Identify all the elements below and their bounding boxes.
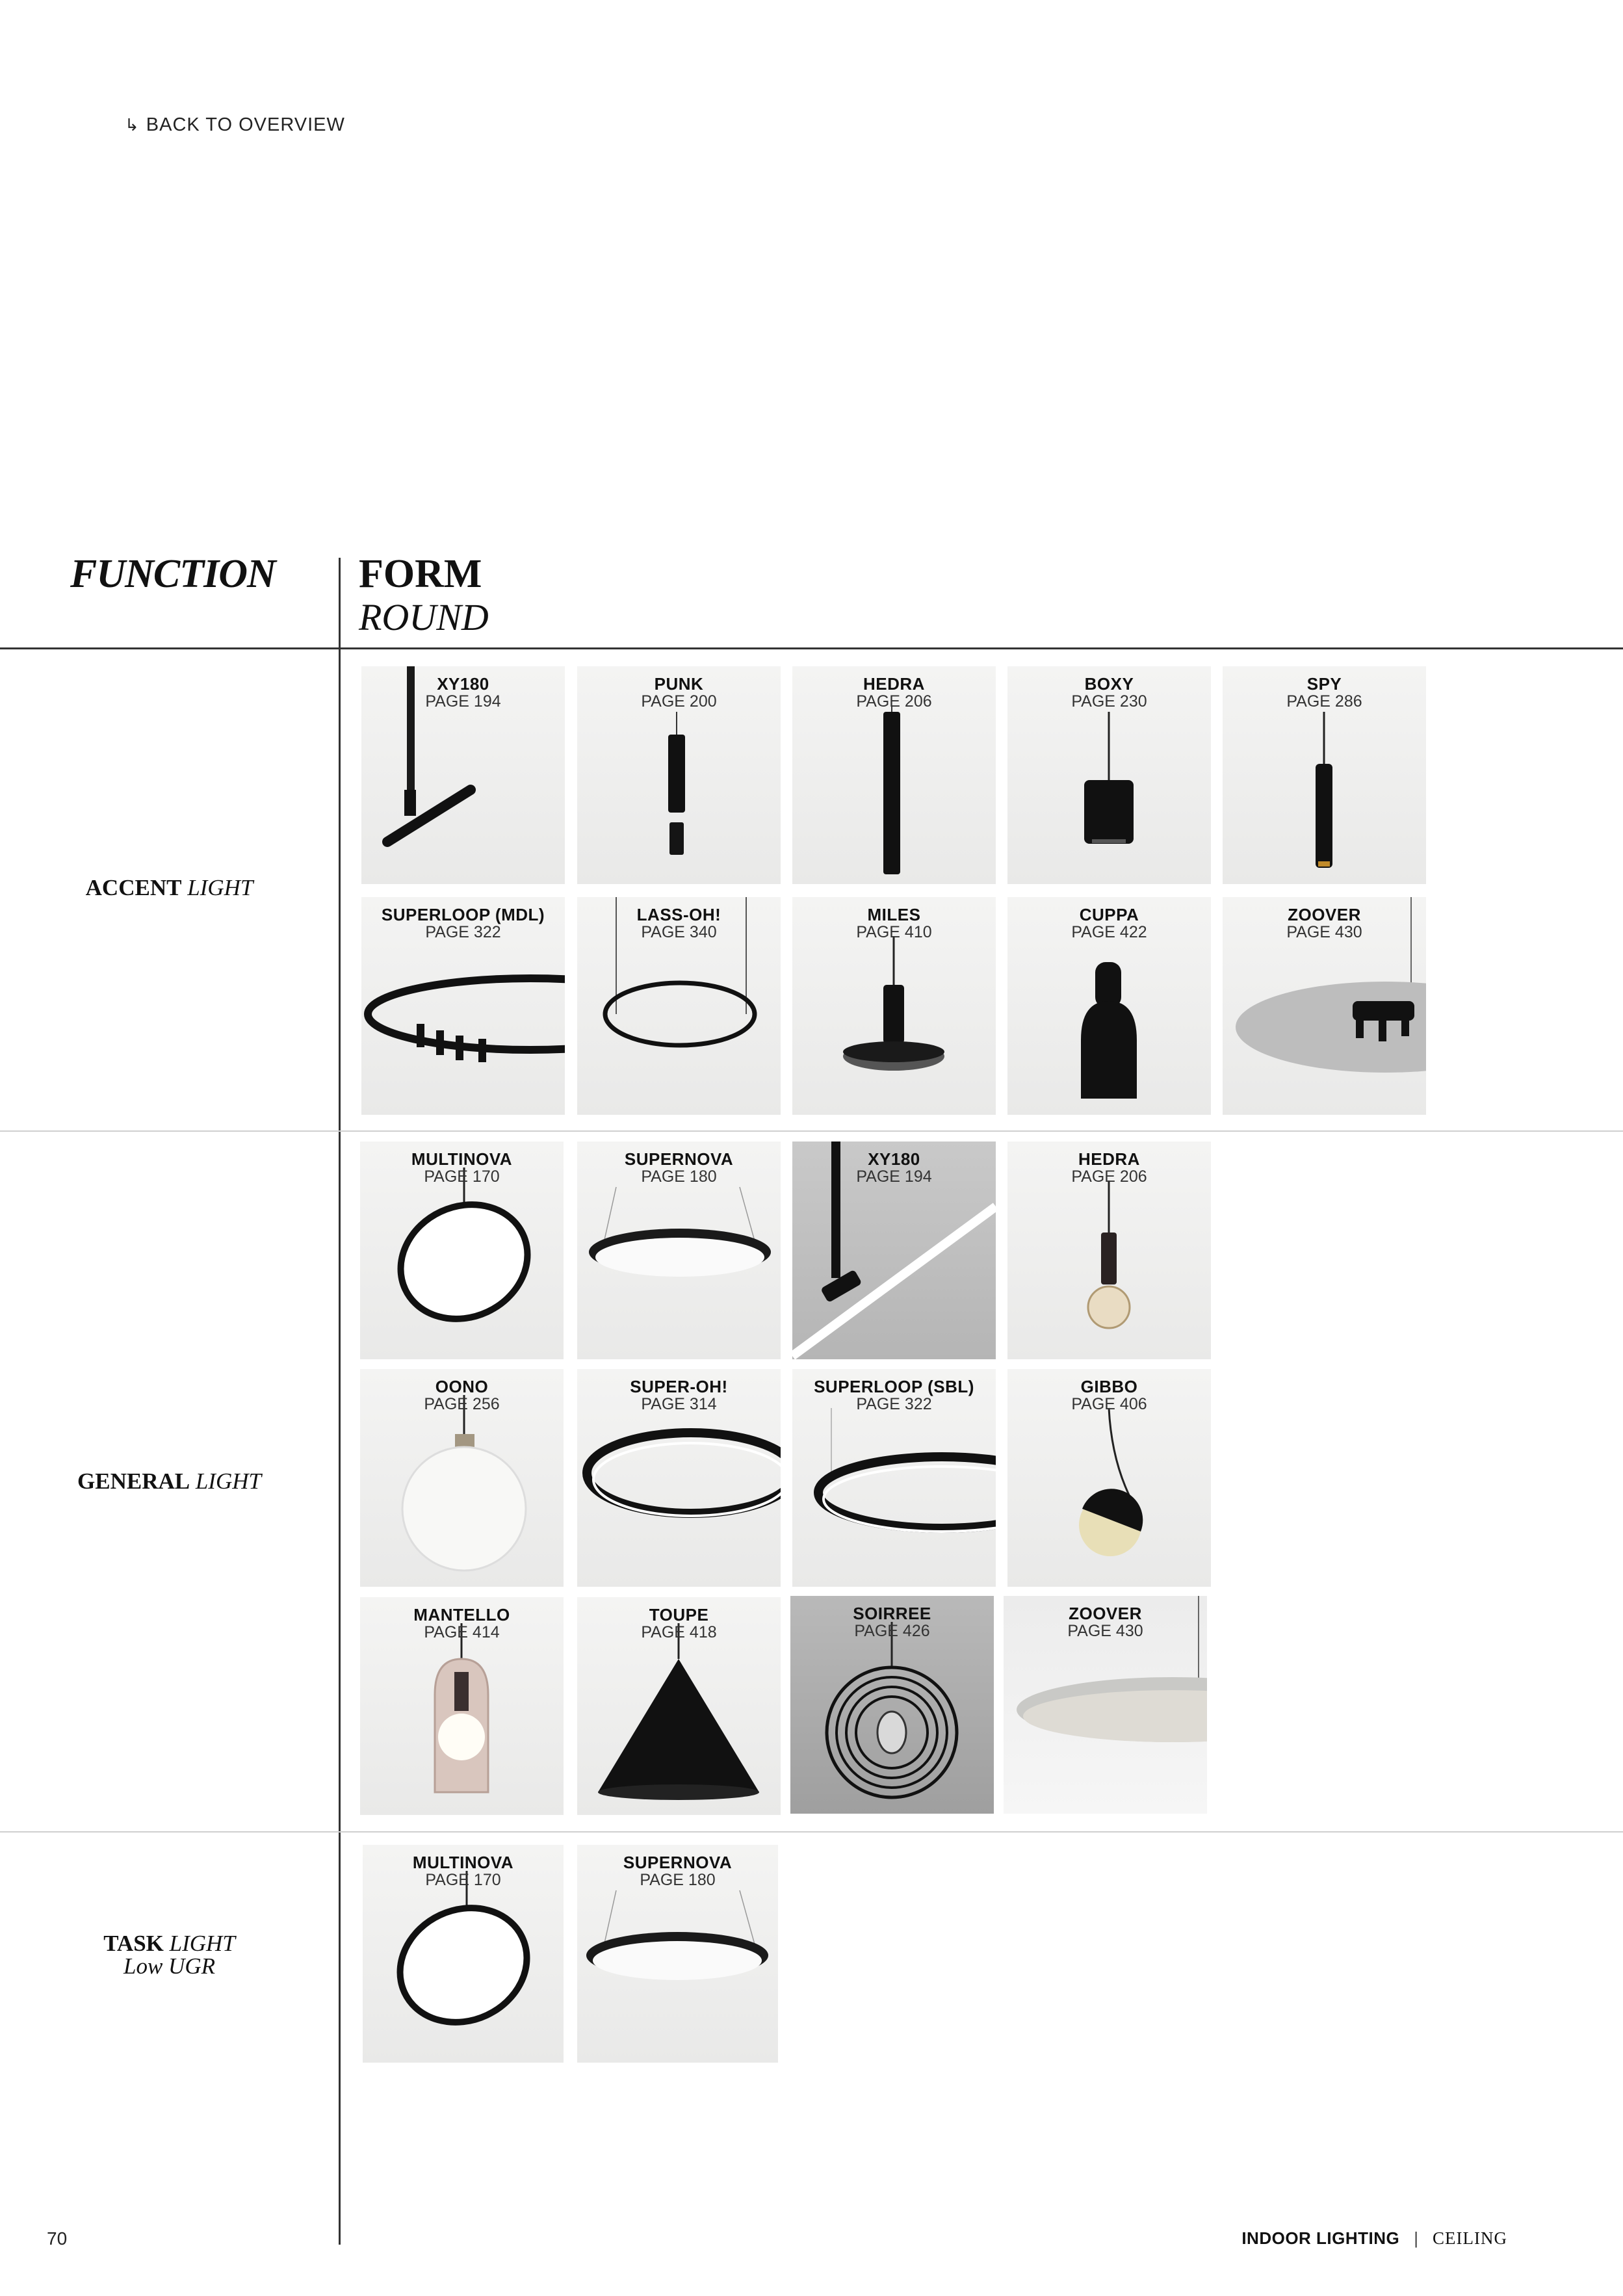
product-card-mantello[interactable]	[360, 1597, 564, 1815]
accent-light-label	[0, 876, 339, 899]
product-name: MULTINOVA	[412, 1853, 514, 1872]
product-name: SUPERLOOP (SBL)	[814, 1377, 974, 1396]
product-card-xy180-general[interactable]	[792, 1141, 996, 1359]
product-page: PAGE 200	[641, 692, 717, 711]
product-name: PUNK	[654, 674, 704, 694]
product-page: PAGE 430	[1067, 1622, 1143, 1640]
product-page: PAGE 170	[425, 1871, 501, 1889]
product-card-multinova-task[interactable]	[363, 1845, 564, 2063]
header-divider	[0, 647, 1623, 649]
product-page: PAGE 426	[854, 1622, 930, 1640]
general-label-light: LIGHT	[195, 1468, 261, 1494]
product-card-gibbo[interactable]	[1007, 1369, 1211, 1587]
task-light-label	[0, 1932, 339, 1977]
product-page: PAGE 314	[641, 1395, 717, 1413]
product-name: TOUPE	[649, 1605, 709, 1624]
product-page: PAGE 206	[856, 692, 932, 711]
product-card-superloop-sbl[interactable]	[792, 1369, 996, 1587]
product-name: ZOOVER	[1069, 1604, 1142, 1623]
footer-section	[1241, 2228, 1507, 2249]
product-name: HEDRA	[1078, 1149, 1140, 1169]
product-name: MULTINOVA	[411, 1149, 513, 1169]
product-card-hedra[interactable]	[792, 666, 996, 884]
page-number: 70	[47, 2228, 68, 2249]
product-name: SUPERNOVA	[623, 1853, 733, 1872]
product-name: BOXY	[1084, 674, 1134, 694]
product-name: CUPPA	[1079, 905, 1139, 924]
product-page: PAGE 170	[424, 1168, 500, 1186]
product-card-oono[interactable]	[360, 1369, 564, 1587]
product-name: SOIRREE	[853, 1604, 931, 1623]
product-card-boxy[interactable]	[1007, 666, 1211, 884]
product-name: SUPERNOVA	[624, 1149, 734, 1169]
row-divider-2	[0, 1831, 1623, 1833]
product-card-multinova[interactable]	[360, 1141, 564, 1359]
product-card-zoover-general[interactable]	[1004, 1596, 1207, 1814]
product-name: SPY	[1306, 674, 1342, 694]
product-name: MILES	[867, 905, 921, 924]
accent-label-light: LIGHT	[187, 875, 253, 900]
footer-section-label: INDOOR LIGHTING	[1241, 2228, 1400, 2248]
product-name: GIBBO	[1080, 1377, 1138, 1396]
product-page: PAGE 230	[1071, 692, 1147, 711]
product-page: PAGE 180	[641, 1168, 717, 1186]
product-card-cuppa[interactable]	[1007, 897, 1211, 1115]
general-light-label	[0, 1470, 339, 1493]
column-divider	[339, 558, 341, 2245]
form-subheading: ROUND	[359, 596, 489, 638]
product-name: SUPERLOOP (MDL)	[381, 905, 545, 924]
product-card-spy[interactable]	[1223, 666, 1426, 884]
product-card-supernova[interactable]	[577, 1141, 781, 1359]
product-name: XY180	[868, 1149, 920, 1169]
footer-separator: |	[1414, 2228, 1419, 2248]
task-label-sub: Low UGR	[123, 1953, 215, 1979]
product-name: HEDRA	[863, 674, 925, 694]
product-page: PAGE 256	[424, 1395, 500, 1413]
product-card-miles[interactable]	[792, 897, 996, 1115]
product-card-zoover[interactable]	[1223, 897, 1426, 1115]
product-page: PAGE 180	[640, 1871, 716, 1889]
back-to-overview-label: BACK TO OVERVIEW	[146, 114, 345, 135]
product-name: SUPER-OH!	[630, 1377, 728, 1396]
product-name: LASS-OH!	[636, 905, 721, 924]
product-page: PAGE 422	[1071, 923, 1147, 941]
footer-category: CEILING	[1433, 2228, 1507, 2248]
product-name: ZOOVER	[1288, 905, 1361, 924]
product-name: XY180	[437, 674, 489, 694]
product-card-toupe[interactable]	[577, 1597, 781, 1815]
product-card-supernova-task[interactable]	[577, 1845, 778, 2063]
product-page: PAGE 322	[425, 923, 501, 941]
form-heading: FORM	[359, 552, 482, 596]
product-page: PAGE 430	[1286, 923, 1362, 941]
product-page: PAGE 206	[1071, 1168, 1147, 1186]
product-page: PAGE 194	[425, 692, 501, 711]
product-card-lass-oh[interactable]	[577, 897, 781, 1115]
return-arrow-icon: ↳	[125, 115, 140, 135]
product-card-superloop-mdl[interactable]	[361, 897, 565, 1115]
product-card-super-oh[interactable]	[577, 1369, 781, 1587]
general-label-strong: GENERAL	[77, 1468, 190, 1494]
product-page: PAGE 286	[1286, 692, 1362, 711]
product-page: PAGE 418	[641, 1623, 717, 1641]
back-to-overview-link[interactable]	[125, 114, 345, 136]
function-heading: FUNCTION	[70, 552, 276, 596]
task-label-strong: TASK	[103, 1931, 164, 1956]
row-divider-1	[0, 1130, 1623, 1132]
product-page: PAGE 322	[856, 1395, 932, 1413]
product-name: OONO	[435, 1377, 489, 1396]
product-name: MANTELLO	[413, 1605, 510, 1624]
task-label-light: LIGHT	[169, 1931, 235, 1956]
product-page: PAGE 340	[641, 923, 717, 941]
product-page: PAGE 406	[1071, 1395, 1147, 1413]
product-card-hedra-general[interactable]	[1007, 1141, 1211, 1359]
product-page: PAGE 410	[856, 923, 932, 941]
accent-label-strong: ACCENT	[85, 875, 182, 900]
product-card-punk[interactable]	[577, 666, 781, 884]
product-page: PAGE 414	[424, 1623, 500, 1641]
product-page: PAGE 194	[856, 1168, 932, 1186]
product-card-xy180[interactable]	[361, 666, 565, 884]
product-card-soirree[interactable]	[790, 1596, 994, 1814]
